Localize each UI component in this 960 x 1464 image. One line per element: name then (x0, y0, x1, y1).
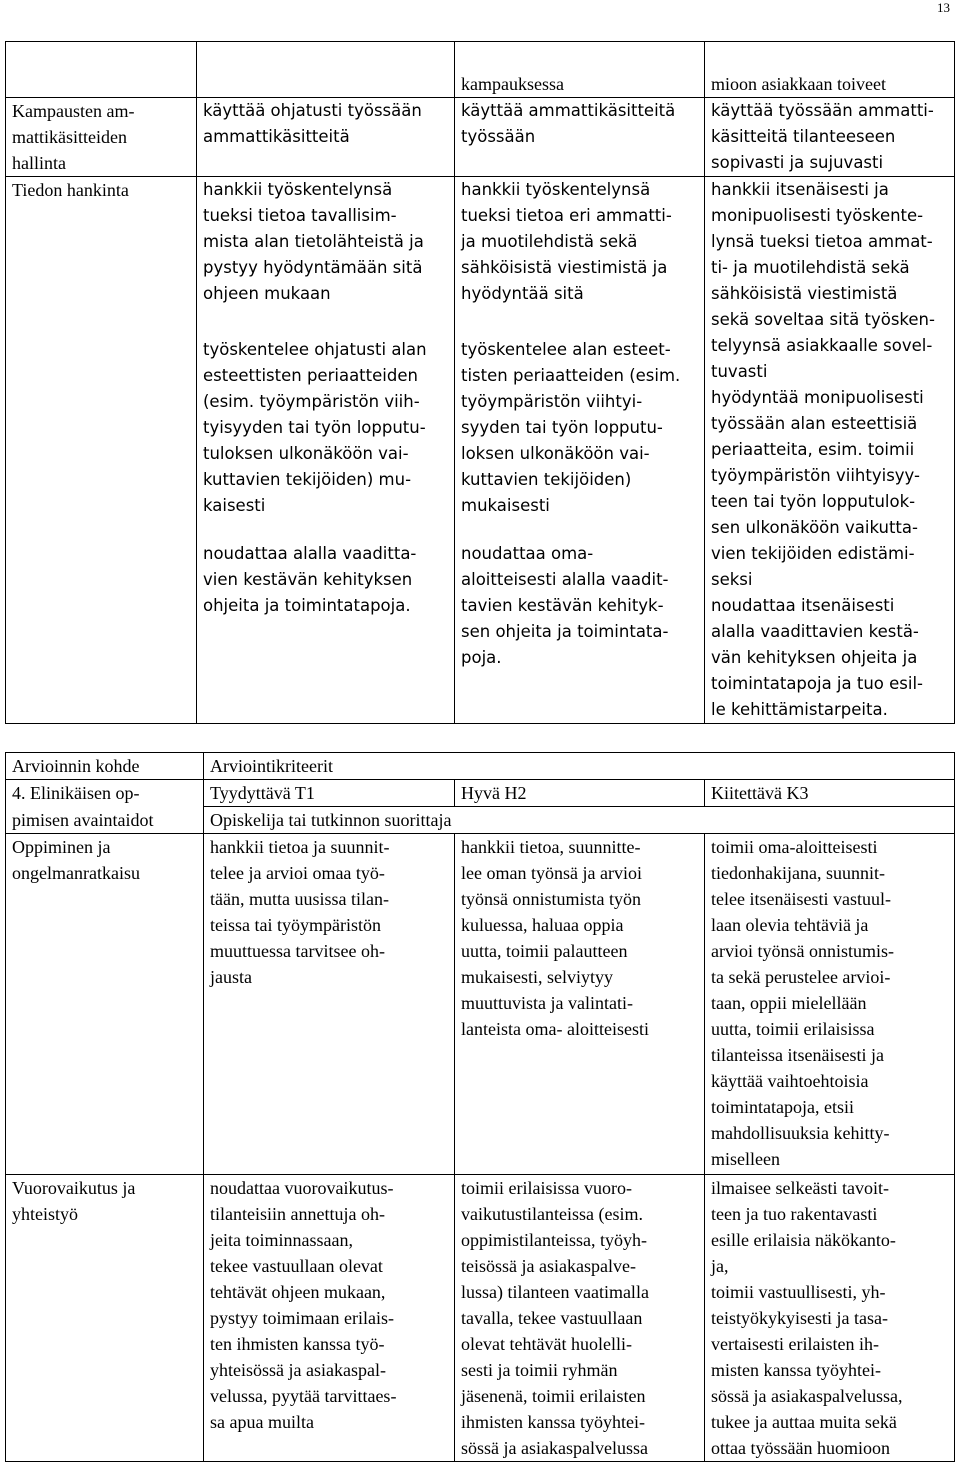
criteria-paragraph: hankkii työskentelynsä tueksi tietoa eri ammatti- ja muotilehdistä sekä sähköisistä viestimistä ja hyödyntää sitä (461, 180, 672, 303)
table2-levels-row (6, 780, 955, 807)
criteria-paragraph: noudattaa oma- aloitteisesti alalla vaadit- tavien kestävän kehityk- sen ohjeita ja toimintata- poja. (461, 544, 669, 667)
table1-header-row (6, 42, 955, 98)
table1-header-cell: kampauksessa (455, 42, 705, 98)
sub-label: pimisen avaintaidot (6, 807, 204, 834)
level-t1: Tyydyttävä T1 (204, 780, 455, 807)
criteria-k3: toimii oma-aloitteisesti tiedonhakijana, suunnit- telee itsenäisesti vastuul- laan olevia tehtäviä ja arvioi työnsä onnistumis- ta sekä perustelee arvioi- taan, oppii mielellään uutta, toimii erilaisissa tilanteissa itsenäisesti ja käyttää vaihtoehtoisia toimintatapoja, etsii mahdollisuuksia kehitty- miselleen (705, 834, 955, 1175)
criteria-table-2 (5, 752, 955, 1462)
header-label: Arvioinnin kohde (6, 753, 204, 780)
row-label: Vuorovaikutus ja yhteistyö (6, 1175, 204, 1462)
criteria-table-1 (5, 41, 955, 724)
table1-header-cell (197, 42, 455, 98)
criteria-k3 (705, 177, 955, 724)
row-label: Tiedon hankinta (6, 177, 197, 724)
criteria-paragraph: hyödyntää monipuolisesti työssään alan esteettisiä periaatteita, esim. toimii työympäristön viihtyisyy- teen tai työn lopputulok- sen ulkonäköön vaikutta- vien tekijöiden edistämi- seksi (711, 388, 924, 589)
header-criteria: Arviointikriteerit (204, 753, 955, 780)
table2-header-row (6, 753, 955, 780)
table2-sub-row (6, 807, 955, 834)
criteria-t1: noudattaa vuorovaikutus- tilanteisiin annettuja oh- jeita toiminnassaan, tekee vastuullaan olevat tehtävät ohjeen mukaan, pystyy toimimaan erilais- ten ihmisten kanssa työ- yhteisössä ja asiakaspal- velussa, pyytää tarvittaes- sa apua muilta (204, 1175, 455, 1462)
table2-row-learning (6, 834, 955, 1175)
criteria-h2: käyttää ammattikäsitteitä työssään (455, 98, 705, 177)
table1-header-cell (6, 42, 197, 98)
criteria-paragraph: työskentelee alan esteet- tisten periaatteiden (esim. työympäristön viihtyi- syyden tai työn lopputu- loksen ulkonäköön vai- kuttavien tekijöiden) mukaisesti (461, 340, 681, 515)
criteria-paragraph: hankkii työskentelynsä tueksi tietoa tavallisim- mista alan tietolähteistä ja pystyy hyödyntämään sitä ohjeen mukaan (203, 180, 424, 303)
criteria-paragraph: noudattaa alalla vaadittа- vien kestävän kehityksen ohjeita ja toimintatapoja. (203, 544, 417, 615)
criteria-t1 (197, 177, 455, 724)
page-number: 13 (937, 0, 950, 15)
criteria-paragraph: työskentelee ohjatusti alan esteettisten periaatteiden (esim. työympäristön viih- tyisyyden tai työn lopputu- tuloksen ulkonäköön vai- kuttavien tekijöiden) mu- kaisesti (203, 340, 427, 515)
criteria-k3: käyttää työssään ammatti- käsitteitä tilanteeseen sopivasti ja sujuvasti (705, 98, 955, 177)
criteria-t1: hankkii tietoa ja suunnit- telee ja arvioi omaa työ- tään, mutta uusissa tilan- teissa tai työympäristön muuttuessa tarvitsee oh- jausta (204, 834, 455, 1175)
row-label: Oppiminen ja ongelmanratkaisu (6, 834, 204, 1175)
level-label: 4. Elinikäisen op- (6, 780, 204, 807)
criteria-h2: hankkii tietoa, suunnitte- lee oman työnsä ja arvioi työnsä onnistumista työn kuluessa, haluaa oppia uutta, toimii palautteen mukaisesti, selviytyy muuttuvista ja valintati- lanteista oma- aloitteisesti (455, 834, 705, 1175)
table1-row-information (6, 177, 955, 724)
criteria-h2: toimii erilaisissa vuoro- vaikutustilanteissa (esim. oppimistilanteissa, työyh- teisössä ja asiakaspalve- lussa) tilanteen vaatimalla tavalla, tekee vastuullaan olevat tehtävät huolelli- sesti ja toimii ryhmän jäsenenä, toimii erilaisten ihmisten kanssa työyhtei- sössä ja asiakaspalvelussa (455, 1175, 705, 1462)
table2-row-interaction (6, 1175, 955, 1462)
level-h2: Hyvä H2 (455, 780, 705, 807)
criteria-t1: käyttää ohjatusti työssään ammattikäsitteitä (197, 98, 455, 177)
row-label: Kampausten am- mattikäsitteiden hallinta (6, 98, 197, 177)
table1-row-concepts (6, 98, 955, 177)
level-k3: Kiitettävä K3 (705, 780, 955, 807)
table1-header-cell: mioon asiakkaan toiveet (705, 42, 955, 98)
criteria-k3: ilmaisee selkeästi tavoit- teen ja tuo rakentavasti esille erilaisia näkökanto- ja, toimii vastuullisesti, yh- teistyökykyisesti ja tasa- vertaisesti erilaisten ih- misten kanssa työyhtei- sössä ja asiakaspalvelussa, tukee ja auttaa muita sekä ottaa työssään huomioon (705, 1175, 955, 1462)
criteria-paragraph: hankkii itsenäisesti ja monipuolisesti työskente- lynsä tueksi tietoa ammat- ti- ja muotilehdistä sekä sähköisistä viestimistä sekä soveltaa sitä työsken- telyynsä asiakkaalle sovel- tuvasti (711, 180, 935, 381)
criteria-paragraph: noudattaa itsenäisesti alalla vaadittavien kestä- vän kehityksen ohjeita ja toimintatapoja ja tuo esil- le kehittämistarpeita. (711, 596, 924, 719)
criteria-h2 (455, 177, 705, 724)
sub-text: Opiskelija tai tutkinnon suorittaja (204, 807, 955, 834)
